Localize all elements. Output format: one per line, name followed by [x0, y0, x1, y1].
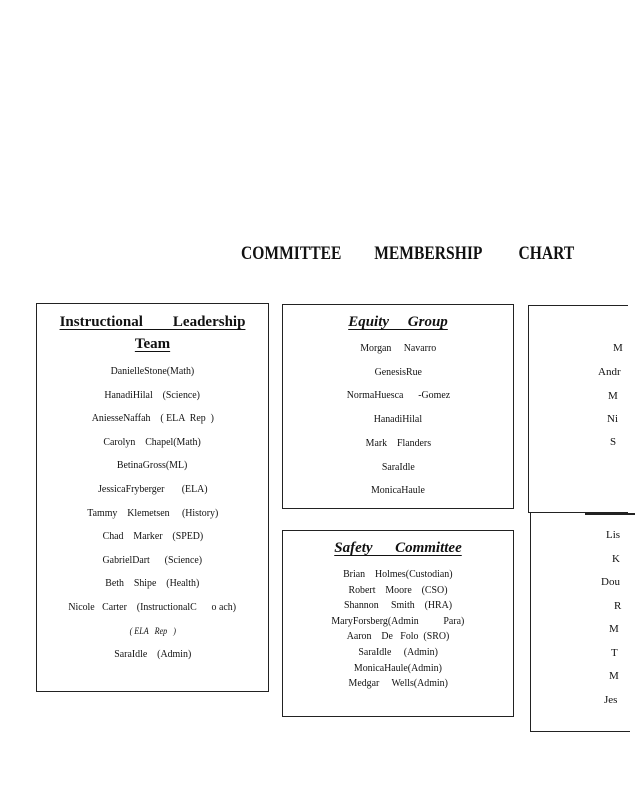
ilt-member: HanadiHilal (Science) [104, 388, 201, 401]
clipped-member: S [610, 436, 617, 448]
equity-member: SaraIdle [381, 460, 415, 473]
safety-member: Robert Moore (CSO) [348, 583, 448, 596]
safety-member: Aaron De Folo (SRO) [346, 630, 450, 643]
ilt-member: Chad Marker (SPED) [102, 530, 203, 543]
equity-heading: Equity Group [348, 314, 448, 330]
ilt-member: JessicaFryberger (ELA) [97, 482, 208, 495]
instructional-leadership-team-box [36, 303, 269, 692]
clipped-committee-box-bottom [530, 513, 630, 732]
ilt-member: GabrielDart (Science) [102, 553, 203, 566]
ilt-member: Beth Shipe (Health) [105, 577, 200, 590]
safety-member: Brian Holmes(Custodian) [343, 568, 453, 580]
equity-member: NormaHuesca -Gomez [346, 389, 450, 402]
ilt-member-note: ( ELA Rep ) [129, 625, 176, 636]
equity-member-list [283, 337, 513, 503]
ilt-member: DanielleStone(Math) [110, 365, 195, 377]
title-word-membership: MEMBERSHIP [374, 243, 483, 264]
equity-member: MonicaHaule [371, 484, 425, 497]
ilt-member-list [37, 360, 268, 667]
equity-member: GenesisRue [374, 365, 422, 378]
ilt-member: AniesseNaffah ( ELA Rep ) [91, 412, 214, 425]
title-word-chart: CHART [518, 243, 575, 264]
clipped-member: Lis [606, 529, 621, 541]
clipped-member: Ni [607, 413, 618, 425]
clipped-committee-box-top [528, 305, 628, 513]
clipped-member: Jes [604, 694, 618, 706]
equity-member: Morgan Navarro [360, 342, 436, 354]
clipped-member: M [609, 670, 619, 682]
clipped-member: T [611, 647, 618, 659]
ilt-heading-line2: Team [134, 336, 171, 352]
ilt-member: Carolyn Chapel(Math) [103, 435, 202, 448]
ilt-member: Nicole Carter (InstructionalC o ach) [68, 600, 237, 613]
clipped-member: M [608, 390, 618, 402]
ilt-member: BetinaGross(ML) [117, 459, 188, 472]
page-title [241, 243, 575, 267]
ilt-member: SaraIdle (Admin) [114, 648, 191, 661]
clipped-member: R [614, 600, 622, 612]
safety-heading: Safety Committee [334, 540, 462, 556]
safety-member: SaraIdle (Admin) [358, 645, 438, 658]
safety-member: MaryForsberg(Admin Para) [331, 614, 465, 627]
clipped-heading-underline [585, 513, 635, 519]
clipped-member: M [613, 342, 623, 354]
clipped-member: K [612, 553, 620, 565]
ilt-heading [37, 312, 268, 354]
clipped-member: M [609, 623, 619, 635]
ilt-member: Tammy Klemetsen (History) [86, 506, 219, 519]
title-word-committee: COMMITTEE [241, 243, 342, 264]
safety-member: Shannon Smith (HRA) [343, 599, 453, 612]
safety-committee-box [282, 530, 514, 717]
equity-group-box [282, 304, 514, 509]
ilt-heading-line1: Instructional Leadership [59, 314, 246, 330]
equity-member: HanadiHilal [373, 413, 423, 426]
safety-member-list [283, 567, 513, 692]
clipped-member: Dou [601, 576, 620, 588]
safety-member: MonicaHaule(Admin) [354, 661, 442, 674]
clipped-member: Andr [598, 366, 621, 378]
equity-member: Mark Flanders [365, 436, 431, 449]
safety-member: Medgar Wells(Admin) [348, 677, 448, 690]
